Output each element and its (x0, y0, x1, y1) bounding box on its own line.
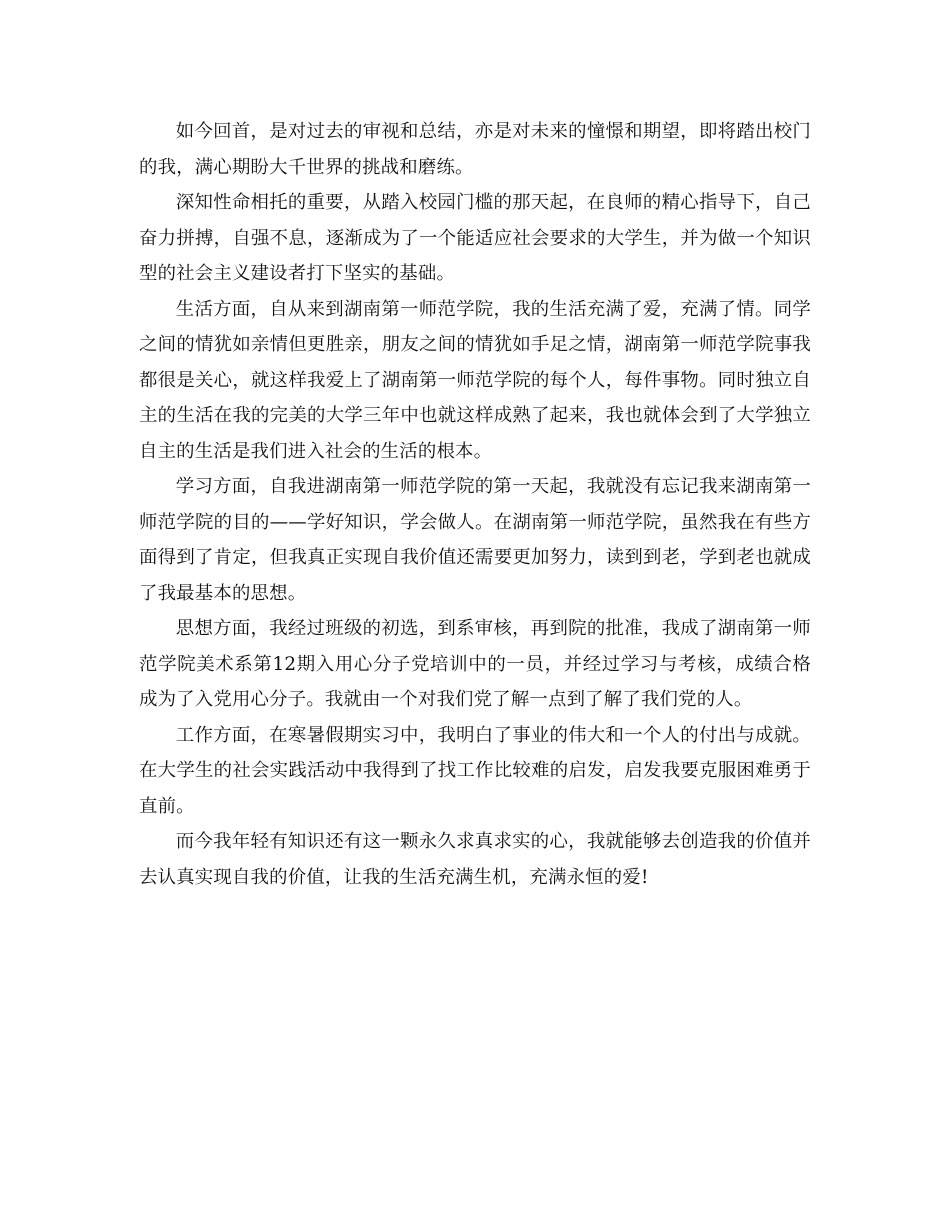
paragraph-conclusion: 而今我年轻有知识还有这一颗永久求真求实的心，我就能够去创造我的价值并去认真实现自我的价值，让我的生活充满生机，充满永恒的爱! (139, 831, 811, 888)
paragraph-growth: 深知性命相托的重要，从踏入校园门槛的那天起，在良师的精心指导下，自己奋力拼搏，自强不息，逐渐成为了一个能适应社会要求的大学生，并为做一个知识型的社会主义建设者打下坚实的基础。 (139, 192, 811, 284)
paragraph-reflection: 如今回首，是对过去的审视和总结，亦是对未来的憧憬和期望，即将踏出校门的我，满心期盼大千世界的挑战和磨练。 (139, 121, 811, 178)
paragraph-study: 学习方面，自我进湖南第一师范学院的第一天起，我就没有忘记我来湖南第一师范学院的目的——学好知识，学会做人。在湖南第一师范学院，虽然我在有些方面得到了肯定，但我真正实现自我价值还需要更加努力，读到到老，学到老也就成了我最基本的思想。 (139, 476, 811, 604)
paragraph-life: 生活方面，自从来到湖南第一师范学院，我的生活充满了爱，充满了情。同学之间的情犹如亲情但更胜亲，朋友之间的情犹如手足之情，湖南第一师范学院事我都很是关心，就这样我爱上了湖南第一师范学院的每个人，每件事物。同时独立自主的生活在我的完美的大学三年中也就这样成熟了起来，我也就体会到了大学独立自主的生活是我们进入社会的生活的根本。 (139, 298, 811, 462)
document-body (139, 114, 811, 895)
paragraph-thought: 思想方面，我经过班级的初选，到系审核，再到院的批准，我成了湖南第一师范学院美术系第12期入用心分子党培训中的一员，并经过学习与考核，成绩合格成为了入党用心分子。我就由一个对我们党了解一点到了解了我们党的人。 (139, 618, 811, 710)
paragraph-work: 工作方面，在寒暑假期实习中，我明白了事业的伟大和一个人的付出与成就。在大学生的社会实践活动中我得到了找工作比较难的启发，启发我要克服困难勇于直前。 (139, 724, 811, 817)
